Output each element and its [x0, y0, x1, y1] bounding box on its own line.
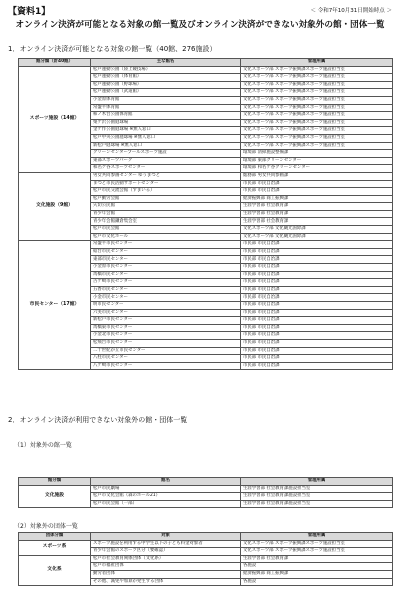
name-cell: 松戸市民交流会館（すまいる） [91, 188, 241, 196]
table-row [19, 540, 393, 548]
table-header-row [19, 478, 393, 486]
department-cell: 環境部 東部クリーンセンター [241, 157, 393, 165]
column-header: 管理所属 [241, 478, 393, 486]
name-cell: 古ケ崎市民センター [91, 279, 241, 287]
category-cell: スポーツ施設（14館） [19, 66, 91, 172]
category-cell: スポーツ系 [19, 540, 91, 555]
department-cell: 文化スポーツ部 スポーツ振興課スポーツ施設担当室 [241, 112, 393, 120]
column-header: 対象 [91, 533, 241, 541]
name-cell: スポーツ施設を利用する中学生以下の子ども料金対象者 [91, 540, 241, 548]
department-cell: 市民部 市民自治課 [241, 256, 393, 264]
name-cell: 金ケ作公園庭球場 ※無人窓口 [91, 127, 241, 135]
name-cell: 松戸勤労会館 [91, 195, 241, 203]
column-header: 館分類 [19, 478, 91, 486]
excluded-groups-table [18, 532, 393, 586]
column-header: 管理所属 [241, 533, 393, 541]
name-cell: 松戸市民劇場 [91, 485, 241, 493]
department-cell: 環境部 和名ケ谷クリーンセンター [241, 165, 393, 173]
department-cell: 市民部 市民自治課 [241, 294, 393, 302]
department-cell: 市民部 市民自治課 [241, 362, 393, 370]
name-cell: 松戸運動公園（野球場） [91, 81, 241, 89]
name-cell: 松戸市福祉団体 [91, 563, 241, 571]
category-cell: 文化施設（9館） [19, 172, 91, 240]
name-cell: 稔台市民センター [91, 248, 241, 256]
department-cell: 市民部 市民自治課 [241, 309, 393, 317]
department-cell: 経済振興部 商工振興課 [241, 195, 393, 203]
column-header: 管理所属 [241, 59, 393, 67]
department-cell: 文化スポーツ部 スポーツ振興課スポーツ施設担当室 [241, 96, 393, 104]
effective-date: ＜ 令和7年10月31日開始時点 ＞ [310, 8, 392, 14]
name-cell: 常盤平体育館 [91, 104, 241, 112]
name-cell: 松戸市文化会館（森のホール21） [91, 493, 241, 501]
department-cell: 生涯学習部 社会教育課施設担当室 [241, 493, 393, 501]
department-cell: 文化スポーツ部 スポーツ振興課スポーツ施設担当室 [241, 127, 393, 135]
department-cell: 文化スポーツ部 スポーツ振興課スポーツ施設担当室 [241, 74, 393, 82]
target-facilities-table [18, 58, 393, 370]
table-row [19, 172, 393, 180]
name-cell: 八柱市民センター [91, 355, 241, 363]
table-row [19, 485, 393, 493]
department-cell: 文化スポーツ部 スポーツ振興課スポーツ施設担当室 [241, 66, 393, 74]
department-cell: 文化スポーツ部 スポーツ振興課スポーツ施設担当室 [241, 119, 393, 127]
department-cell: 文化スポーツ部 スポーツ振興課スポーツ施設担当室 [241, 81, 393, 89]
department-cell: 市民部 市民自治課 [241, 324, 393, 332]
name-cell: 男女共同参画センター ゆうまつど [91, 172, 241, 180]
department-cell: 文化スポーツ部 文化観光国際課 [241, 226, 393, 234]
name-cell: まつど市民活動サポートセンター [91, 180, 241, 188]
department-cell: 文化スポーツ部 文化観光国際課 [241, 233, 393, 241]
sub2-heading: （2）対象外の団体一覧 [14, 523, 78, 530]
department-cell: 市民部 市民自治課 [241, 279, 393, 287]
department-cell: 市民部 市民自治課 [241, 180, 393, 188]
category-cell: 文化施設 [19, 485, 91, 508]
name-cell: 東部スポーツパーク [91, 157, 241, 165]
table-header-row [19, 533, 393, 541]
department-cell: 市民部 市民自治課 [241, 286, 393, 294]
name-cell: 青少年会館 [91, 210, 241, 218]
sub1-heading: （1）対象外の館一覧 [14, 442, 72, 449]
name-cell: 松戸市民会館 [91, 226, 241, 234]
name-cell: 松戸運動公園（武道館） [91, 89, 241, 97]
name-cell: 松戸市民会館（一部） [91, 500, 241, 508]
name-cell: 松戸運動公園（陸上競技場） [91, 66, 241, 74]
department-cell: 市民部 市民自治課 [241, 241, 393, 249]
name-cell: 和名ケ谷スポーツセンター [91, 165, 241, 173]
table-row [19, 241, 393, 249]
name-cell: 二十世紀が丘市民センター [91, 347, 241, 355]
name-cell: 新松戸庭球場 ※無人窓口 [91, 142, 241, 150]
name-cell: クリーンセンタープールスポーツ施設 [91, 150, 241, 158]
department-cell: 生涯学習部 社会教育課施設担当室 [241, 500, 393, 508]
name-cell: 柿ノ木台公園体育館 [91, 112, 241, 120]
department-cell: 市民部 市民自治課 [241, 332, 393, 340]
document-title: オンライン決済が可能となる対象の館一覧及びオンライン決済ができない対象外の館・団体一覧 [15, 20, 385, 30]
department-cell: 経済振興部 商工振興課 [241, 570, 393, 578]
department-cell: 文化スポーツ部 スポーツ振興課スポーツ施設担当室 [241, 104, 393, 112]
name-cell: 小金市民センター [91, 294, 241, 302]
name-cell: 明市民センター [91, 302, 241, 310]
table-header-row [19, 59, 393, 67]
department-cell: 市民部 市民自治課 [241, 339, 393, 347]
department-cell: 市民部 市民自治課 [241, 271, 393, 279]
department-cell: 市民部 市民自治課 [241, 188, 393, 196]
category-cell: 市民センター（17館） [19, 241, 91, 370]
name-cell: 松飛台市民センター [91, 339, 241, 347]
department-cell: 市民部 市民自治課 [241, 302, 393, 310]
department-cell: 文化スポーツ部 スポーツ振興課スポーツ施設担当室 [241, 134, 393, 142]
department-cell: 各施設 [241, 563, 393, 571]
category-cell: 文化系 [19, 555, 91, 585]
department-cell: 生涯学習部 社会教育課 [241, 210, 393, 218]
name-cell: 馬橋市民センター [91, 271, 241, 279]
table-row [19, 66, 393, 74]
column-header: 団体分類 [19, 533, 91, 541]
name-cell: 東部市民センター [91, 256, 241, 264]
name-cell: 松戸市文化ホール [91, 233, 241, 241]
department-cell: 生涯学習部 社会教育課 [241, 555, 393, 563]
name-cell: 六実市民センター [91, 309, 241, 317]
column-header: 館分類（計40館） [19, 59, 91, 67]
name-cell: 松戸運動公園（体育館） [91, 74, 241, 82]
name-cell: その他、減免や加算が発生する団体 [91, 578, 241, 586]
name-cell: 常盤平市民センター [91, 241, 241, 249]
name-cell: 五香市民センター [91, 286, 241, 294]
document-tag: 【資料1】 [8, 7, 51, 17]
department-cell: 市民部 市民自治課 [241, 248, 393, 256]
section1-heading: 1．オンライン決済が可能となる対象の館一覧（40館、276施設） [8, 45, 217, 53]
department-cell: 文化スポーツ部 スポーツ振興課スポーツ施設担当室 [241, 142, 393, 150]
department-cell: 生涯学習部 社会教育課施設担当室 [241, 485, 393, 493]
department-cell: 生涯学習部 社会教育課 [241, 218, 393, 226]
department-cell: 市民部 市民自治課 [241, 317, 393, 325]
department-cell: 市民部 市民自治課 [241, 355, 393, 363]
name-cell: 小金北市民センター [91, 332, 241, 340]
table-row [19, 555, 393, 563]
name-cell: 馬橋東市民センター [91, 324, 241, 332]
department-cell: 総務部 男女共同参画課 [241, 172, 393, 180]
name-cell: 小金原市民センター [91, 264, 241, 272]
department-cell: 市民部 市民自治課 [241, 347, 393, 355]
department-cell: 生涯学習部 社会教育課 [241, 203, 393, 211]
name-cell: 松戸中央公園庭球場 ※無人窓口 [91, 134, 241, 142]
column-header: 館名 [91, 478, 241, 486]
name-cell: 矢切公民館 [91, 203, 241, 211]
department-cell: 各施設 [241, 578, 393, 586]
name-cell: 八ケ崎市民センター [91, 362, 241, 370]
name-cell: 新松戸市民センター [91, 317, 241, 325]
department-cell: 文化スポーツ部 スポーツ振興課スポーツ施設担当室 [241, 540, 393, 548]
department-cell: 文化スポーツ部 スポーツ振興課スポーツ施設担当室 [241, 89, 393, 97]
name-cell: 栗ケ沢公園庭球場 [91, 119, 241, 127]
department-cell: 環境部 清掃施設整備課 [241, 150, 393, 158]
name-cell: 小金原体育館 [91, 96, 241, 104]
name-cell: 松戸市社会教育関係団体（文化系） [91, 555, 241, 563]
name-cell: 青少年会館のスポーツ区分（要確認） [91, 548, 241, 556]
section2-heading: 2．オンライン決済が利用できない対象外の館・団体一覧 [8, 416, 188, 424]
name-cell: 勤労者団体 [91, 570, 241, 578]
name-cell: 青少年会館鎌倉集会室 [91, 218, 241, 226]
department-cell: 文化スポーツ部 スポーツ振興課スポーツ施設担当室 [241, 548, 393, 556]
excluded-facilities-table [18, 477, 393, 508]
column-header: 主な館名 [91, 59, 241, 67]
department-cell: 市民部 市民自治課 [241, 264, 393, 272]
